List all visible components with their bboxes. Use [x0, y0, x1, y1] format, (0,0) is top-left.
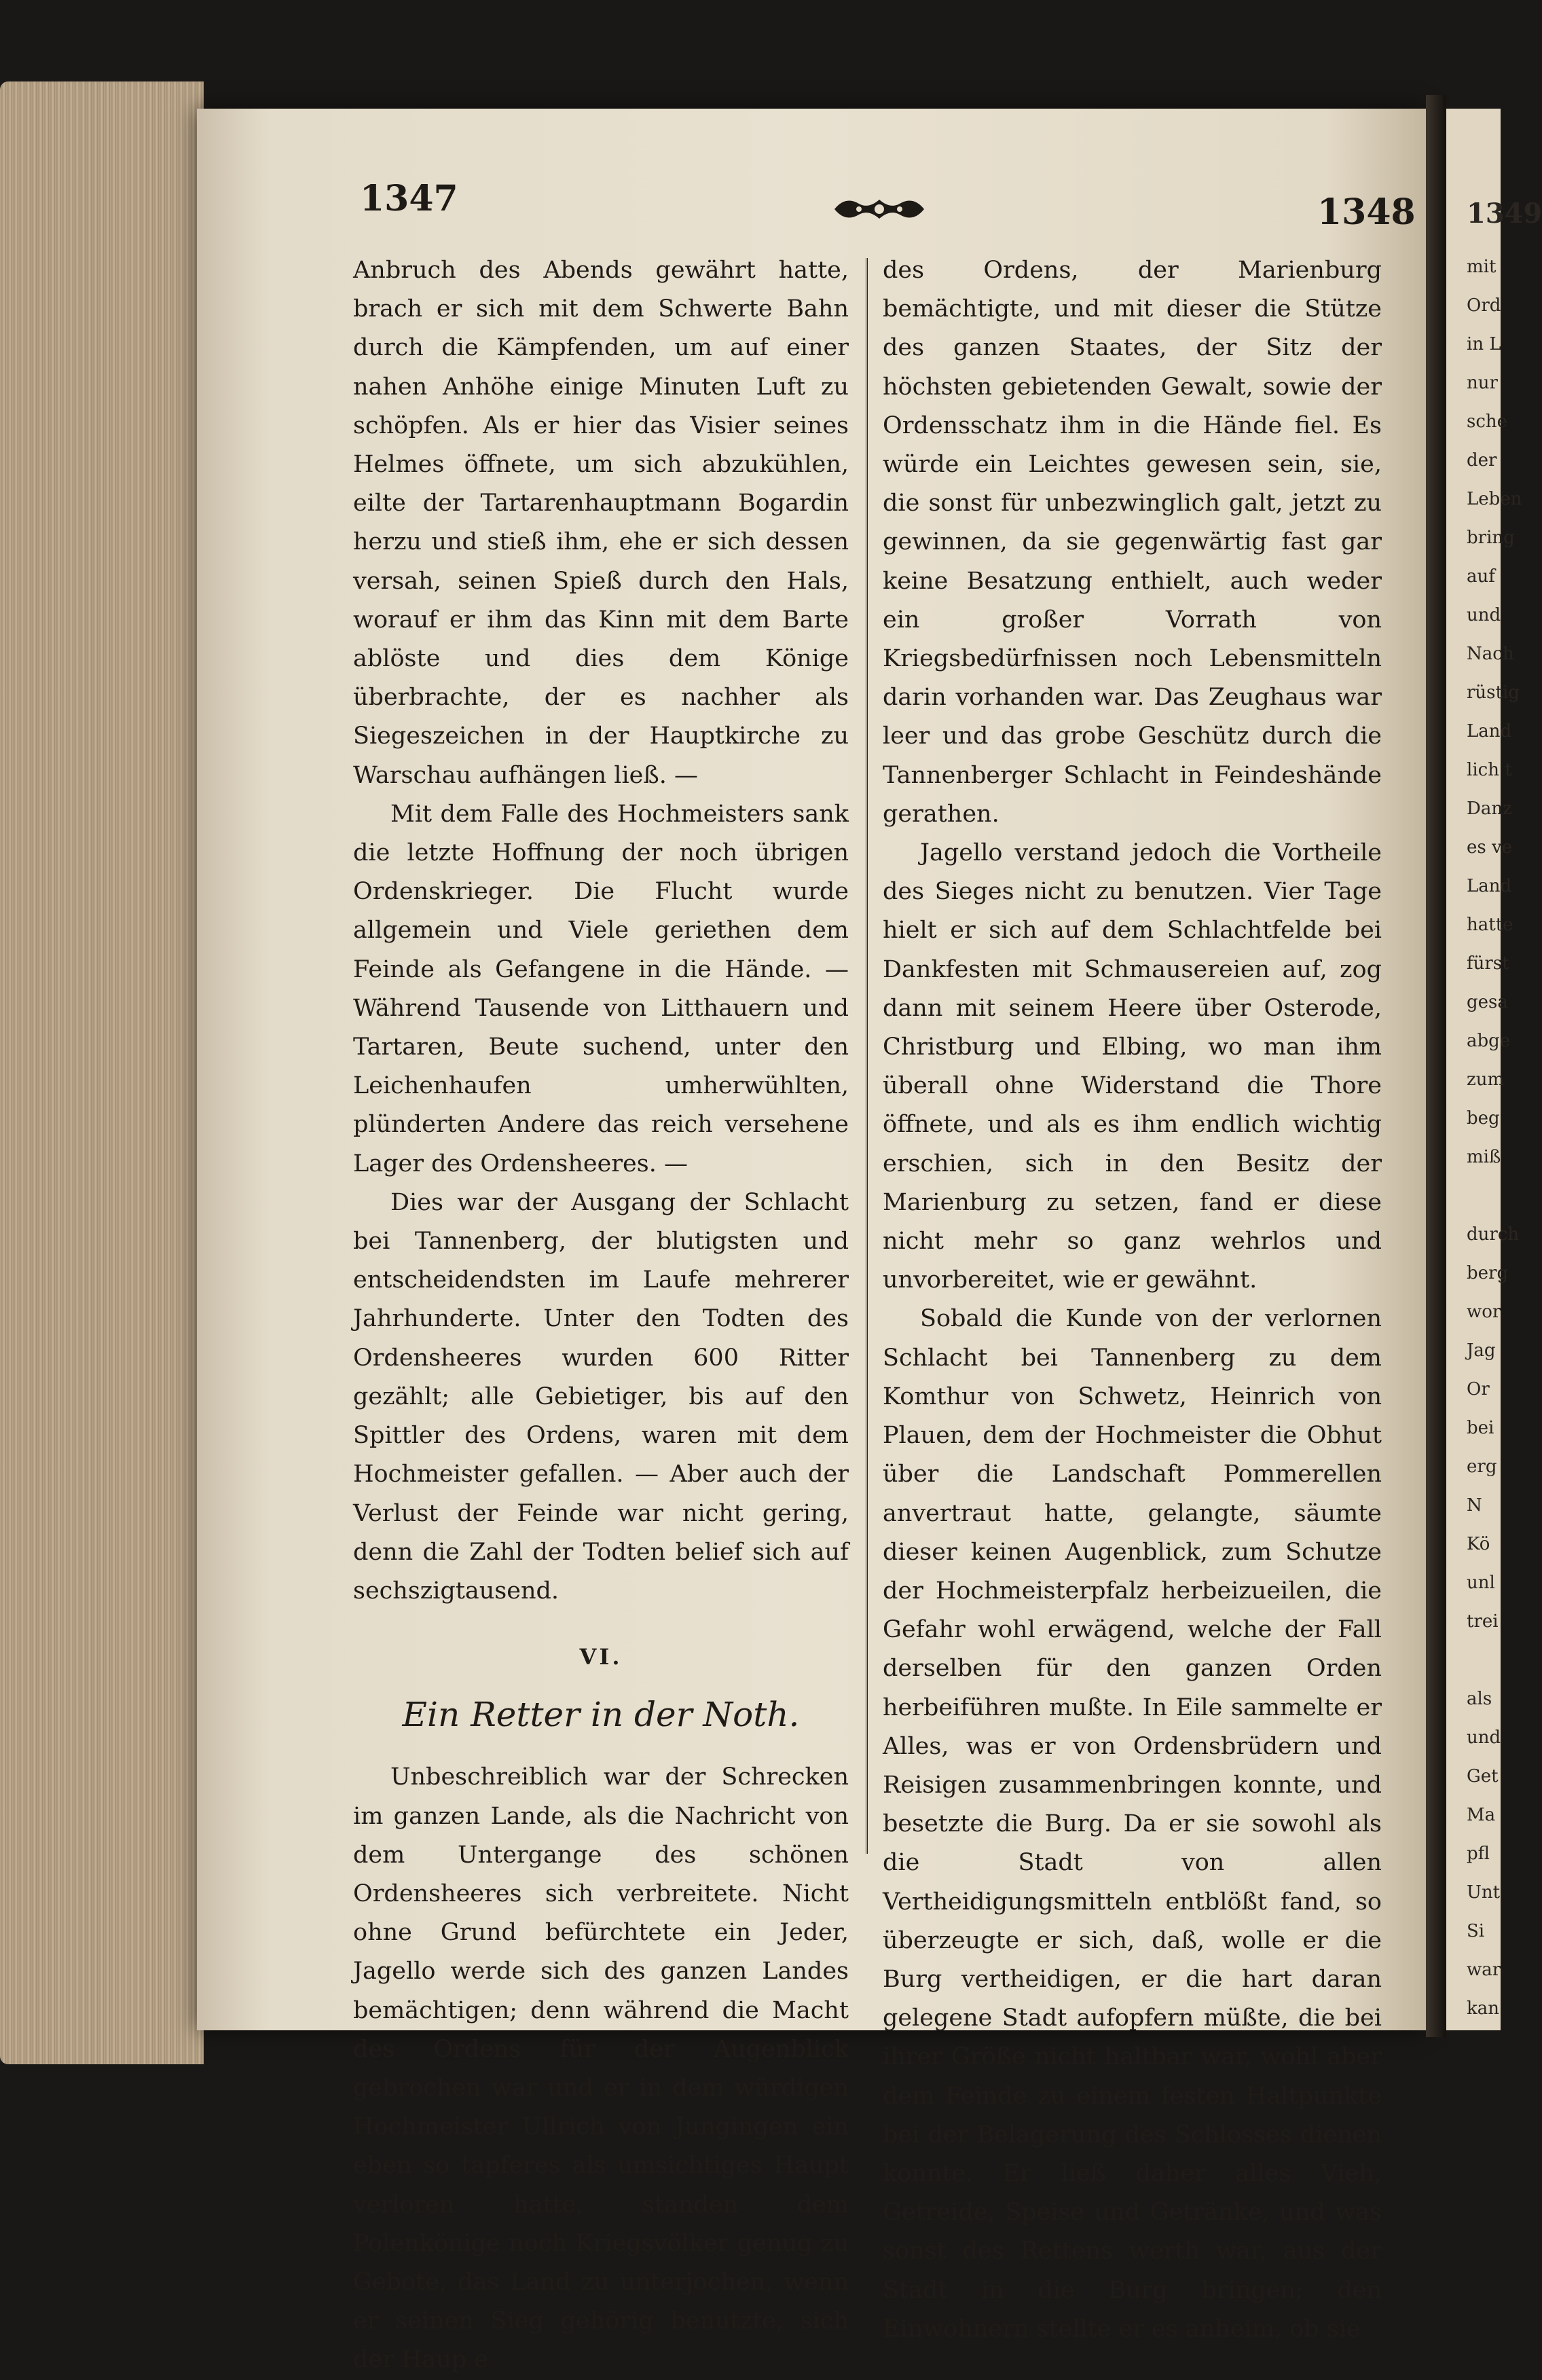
section-title: Ein Retter in der Noth.: [402, 1695, 800, 1735]
fleuron-ornament-icon: [832, 190, 927, 228]
next-page-fragment: nur: [1467, 373, 1498, 393]
next-page-fragment: zum: [1467, 1069, 1505, 1090]
next-page-fragment: miß: [1467, 1147, 1501, 1167]
next-page-fragment: wor: [1467, 1302, 1501, 1322]
next-page-fragment: trei: [1467, 1611, 1499, 1632]
next-page-sliver: [1446, 109, 1542, 2030]
next-page-fragment: lich t: [1467, 760, 1512, 780]
column-divider: [866, 258, 868, 1854]
paragraph: Unbeschreiblich war der Schrecken im ganzen Lande, als die Nachricht von dem Untergange des schönen Ordensheeres sich verbreitete. Nicht ohne Grund befürchtete ein Jeder, Jagello werde sich des ganzen Landes bemächtigen; denn während die Macht des Ordens für der Augenblick gebrochen war und er in dem würdigen Hochmeister Ullrich von Jungingen ein eben so tapferes als umsichtiges Haupt verloren hatte, standen dem Polenkönige noch Kriegsvölker genug zu Gebote, das Land zu unterjochen, wenn er seinen Sieg gehörig benutzte, sich der Haup e: [353, 1763, 849, 2374]
next-page-fragment: Leben: [1467, 489, 1522, 509]
next-page-fragment: kan: [1467, 1998, 1500, 2019]
next-page-fragment: abge: [1467, 1031, 1511, 1051]
page-number-left: 1347: [360, 178, 458, 219]
next-page-fragment: Land: [1467, 721, 1512, 742]
paragraph: Sobald die Kunde von der verlornen Schlacht bei Tannenberg zu dem Komthur von Schwetz, Heinrich von Plauen, dem der Hochmeister die Obhut über die Landschaft Pommerellen anvertraut hatte, gelangte, säumte dieser keinen Augenblick, zum Schutze der Hochmeisterpfalz herbeizueilen, die Gefahr wohl erwägend, welche der Fall derselben für den ganzen Orden herbeiführen mußte. In Eile sammelte er Alles, was er von Ordensbrüdern und Reisigen zusammenbringen konnte, und besetzte die Burg. Da er sie sowohl als die Stadt von allen Vertheidigungsmitteln entblößt fand, so überzeugte er sich, daß, wolle er die Burg vertheidigen, er die hart daran gelegene Stadt aufopfern müßte, die bei ihrer Größe nicht haltbar war, wohl aber dem Feinde zu einem festen Haltpunkte bei der Belagerung des Schlosses dienen konnte. Er ließ daher alles Vieh, Getreide, Speise und Getränke, und was sonst des Rettens werth war, aus der Stadt in die Burg bringen; den Einwohnern stellte er es anheim, ob sie: [883, 1305, 1382, 2343]
next-page-fragment: berg: [1467, 1263, 1509, 1283]
next-page-fragment: N: [1467, 1495, 1482, 1516]
next-page-fragment: Si: [1467, 1921, 1485, 1941]
next-page-fragment: Land: [1467, 876, 1512, 896]
next-page-fragment: erg: [1467, 1457, 1497, 1477]
next-page-fragment: Or: [1467, 1379, 1490, 1399]
next-page-number: 1349: [1467, 198, 1542, 230]
next-page-fragment: pfl: [1467, 1844, 1490, 1864]
next-page-fragment: der: [1467, 450, 1497, 471]
next-page-fragment: war: [1467, 1960, 1501, 1980]
next-page-fragment: Nach: [1467, 644, 1514, 664]
paragraph: des Ordens, der Marienburg bemächtigte, und mit dieser die Stütze des ganzen Staates, der Sitz der höchsten gebietenden Gewalt, sowie der Ordensschatz ihm in die Hände fiel. Es würde ein Leichtes gewesen sein, sie, die sonst für unbezwinglich galt, jetzt zu gewinnen, da sie gegenwärtig fast gar keine Besatzung enthielt, auch weder ein großer Vorrath von Kriegsbedürfnissen noch Lebensmitteln darin vorhanden war. Das Zeughaus war leer und das grobe Geschütz durch die Tannenberger Schlacht in Feindeshände gerathen.: [883, 257, 1382, 828]
right-text-column: [883, 251, 1382, 2349]
next-page-fragment: bei: [1467, 1418, 1494, 1438]
next-page-fragment: Ord: [1467, 295, 1501, 316]
next-page-fragment: in L: [1467, 334, 1501, 354]
book-page-edges: [0, 81, 204, 2064]
next-page-fragment: rüstig: [1467, 682, 1520, 703]
next-page-fragment: [1446, 1641, 1501, 1680]
next-page-fragment: Ma: [1467, 1805, 1496, 1825]
next-page-fragment: beg: [1467, 1108, 1500, 1129]
next-page-fragment: hatte: [1467, 915, 1513, 935]
paragraph: Anbruch des Abends gewährt hatte, brach er sich mit dem Schwerte Bahn durch die Kämpfenden, um auf einer nahen Anhöhe einige Minuten Luft zu schöpfen. Als er hier das Visier seines Helmes öffnete, um sich abzukühlen, eilte der Tartarenhauptmann Bogardin herzu und stieß ihm, ehe er sich dessen versah, seinen Spieß durch den Hals, worauf er ihm das Kinn mit dem Barte ablöste und dies dem Könige überbrachte, der es nachher als Siegeszeichen in der Hauptkirche zu Warschau aufhängen ließ. —: [353, 257, 849, 789]
next-page-fragment: sche: [1467, 411, 1508, 432]
next-page-fragment: unl: [1467, 1573, 1495, 1593]
next-page-fragment: Danz: [1467, 799, 1512, 819]
next-page-fragment: und: [1467, 1727, 1501, 1748]
left-text-column: [353, 251, 849, 2380]
page-number-right: 1348: [1317, 191, 1416, 233]
next-page-fragment: mit: [1467, 257, 1497, 277]
next-page-fragment: [1446, 1177, 1501, 1215]
next-page-fragment: gesa: [1467, 992, 1508, 1012]
next-page-fragment: Unt: [1467, 1882, 1501, 1903]
paragraph: Dies war der Ausgang der Schlacht bei Tannenberg, der blutigsten und entscheidendsten im Laufe mehrerer Jahrhunderte. Unter den Todten des Ordensheeres wurden 600 Ritter gezählt; alle Gebietiger, bis auf den Spittler des Ordens, waren mit dem Hochmeister gefallen. — Aber auch der Verlust der Feinde war nicht gering, denn die Zahl der Todten belief sich auf sechszigtausend.: [353, 1188, 849, 1605]
next-page-fragment: durch: [1467, 1224, 1520, 1245]
next-page-fragment: als: [1467, 1689, 1492, 1709]
book-gutter: [1426, 95, 1446, 2037]
next-page-text-fragments: [1446, 234, 1522, 2028]
paragraph: Jagello verstand jedoch die Vortheile des Sieges nicht zu benutzen. Vier Tage hielt er sich auf dem Schlachtfelde bei Dankfesten mit Schmausereien auf, zog dann mit seinem Heere über Osterode, Christburg und Elbing, wo man ihm überall ohne Widerstand die Thore öffnete, und als es ihm endlich wichtig erschien, sich in den Besitz der Marienburg zu setzen, fand er diese nicht mehr so ganz wehrlos und unvorbereitet, wie er gewähnt.: [883, 839, 1382, 1294]
next-page-fragment: auf: [1467, 566, 1495, 587]
next-page-fragment: es ve: [1467, 837, 1513, 858]
next-page-fragment: fürst: [1467, 953, 1509, 974]
next-page-fragment: bring: [1467, 528, 1515, 548]
next-page-fragment: Get: [1467, 1766, 1499, 1787]
next-page-fragment: und: [1467, 605, 1501, 625]
next-page-fragment: Kö: [1467, 1534, 1490, 1554]
section-number: VI.: [579, 1644, 623, 1670]
next-page-fragment: Jag: [1467, 1340, 1496, 1361]
paragraph: Mit dem Falle des Hochmeisters sank die letzte Hoffnung der noch übrigen Ordenskrieger. Die Flucht wurde allgemein und Viele geriethen dem Feinde als Gefangene in die Hände. — Während Tausende von Litthauern und Tartaren, Beute suchend, unter den Leichenhaufen umherwühlten, plünderten Andere das reich versehene Lager des Ordensheeres. —: [353, 800, 849, 1177]
